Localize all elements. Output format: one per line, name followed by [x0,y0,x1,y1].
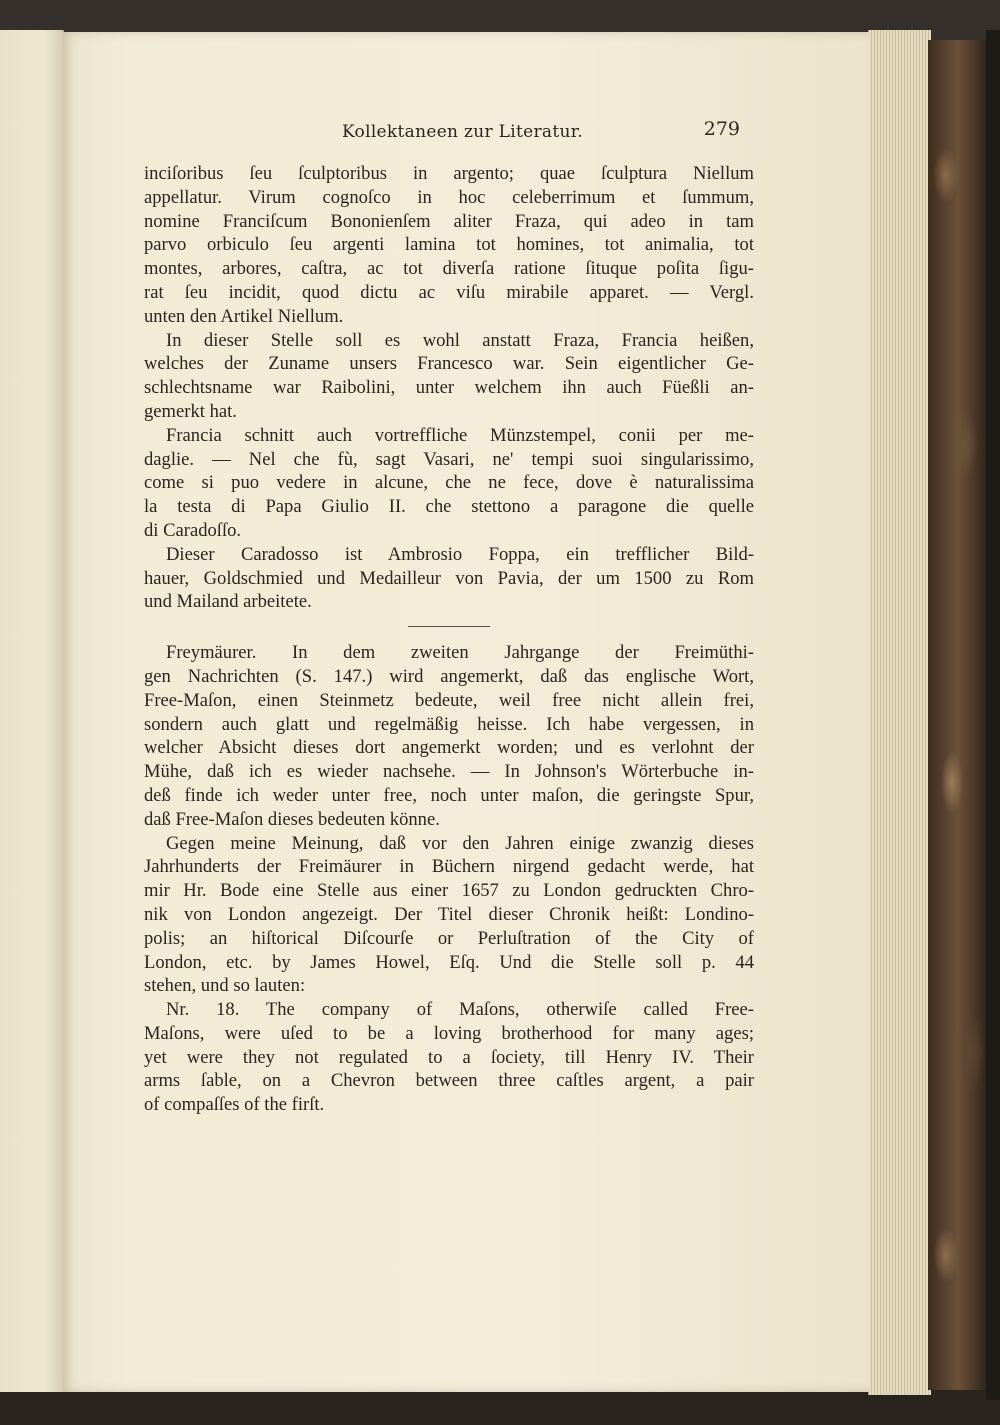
paragraph-fraza [144,329,754,424]
text-line: Francia schnitt auch vortreffliche Münzstempel, conii per me- [166,424,754,446]
text-line: In dieser Stelle soll es wohl anstatt Fraza, Francia heißen, [166,329,754,351]
paragraph-bode [144,832,754,999]
text-line: mir Hr. Bode eine Stelle aus einer 1657 zu London gedruckten Chro- [144,880,754,902]
text-line: gen Nachrichten (S. 147.) wird angemerkt, daß das englische Wort, [144,665,754,687]
text-line: daß Free-Maſon dieses bedeuten könne. [144,808,440,830]
text-line: di Caradoſſo. [144,519,242,541]
text-line: sondern auch glatt und regelmäßig heisse. Ich habe vergessen, in [144,713,754,735]
previous-page-edge [0,30,64,1392]
text-line: gemerkt hat. [144,400,237,422]
text-line: come si puo vedere in alcune, che ne fece, dove è naturalissima [144,472,754,494]
page-stack-edges [868,30,931,1395]
text-line: und Mailand arbeitete. [144,591,312,613]
text-line: rat ſeu incidit, quod dictu ac viſu mirabile apparet. — Vergl. [144,281,754,303]
text-line: Freymäurer. In dem zweiten Jahrgange der Freimüthi- [166,642,754,664]
paragraph-quote [144,998,754,1117]
text-line: Dieser Caradosso ist Ambrosio Foppa, ein trefflicher Bild- [166,543,754,565]
text-line: daglie. — Nel che fù, sagt Vasari, ne' tempi suoi singularissimo, [144,448,754,470]
text-line: Jahrhunderts der Freimäurer in Büchern nirgend gedacht werde, hat [144,856,754,878]
marbled-cover [928,40,988,1390]
text-line: la testa di Papa Giulio II. che stettono a paragone die quelle [144,496,754,518]
page-header [62,118,870,148]
text-line: welcher Absicht dieses dort angemerkt worden; und es verlohnt der [144,737,754,759]
text-line: parvo orbiculo ſeu argenti lamina tot homines, tot animalia, tot [144,234,754,256]
text-line: London, etc. by James Howel, Eſq. Und die Stelle soll p. 44 [144,951,754,973]
text-line: polis; an hiſtorical Diſcourſe or Perluſtration of the City of [144,927,754,949]
running-title: Kollektaneen zur Literatur. [342,122,583,142]
paragraph-caradosso [144,543,754,614]
page-number: 279 [703,118,740,140]
text-line: yet were they not regulated to a ſociety, till Henry IV. Their [144,1046,754,1068]
text-line: unten den Artikel Niellum. [144,305,344,327]
text-line: Maſons, were uſed to be a loving brotherhood for many ages; [144,1022,754,1044]
text-line: nik von London angezeigt. Der Titel dieser Chronik heißt: Londino- [144,903,754,925]
text-line: deß finde ich weder unter free, noch unter maſon, die geringste Spur, [144,784,754,806]
paragraph-freymaurer [144,641,754,831]
text-line: hauer, Goldschmied und Medailleur von Pavia, der um 1500 zu Rom [144,567,754,589]
text-line: of compaſſes of the firſt. [144,1094,325,1116]
text-line: welches der Zuname unsers Francesco war. Sein eigentlicher Ge- [144,353,754,375]
text-line: arms ſable, on a Chevron between three caſtles argent, a pair [144,1070,754,1092]
text-line: Mühe, daß ich es wieder nachsehe. — In Johnson's Wörterbuche in- [144,761,754,783]
text-line: Gegen meine Meinung, daß vor den Jahren einige zwanzig dieses [166,832,754,854]
text-line: Nr. 18. The company of Maſons, otherwiſe called Free- [166,999,754,1021]
text-line: Free-Maſon, einen Steinmetz bedeute, weil free nicht allein frei, [144,689,754,711]
paragraph-niellum [144,162,754,329]
book-page [62,32,870,1392]
paragraph-francia [144,424,754,543]
text-line: inciſoribus ſeu ſculptoribus in argento; quae ſculptura Niellum [144,163,754,184]
text-line: stehen, und so lauten: [144,975,306,997]
body-text [144,162,754,1117]
text-line: schlechtsname war Raibolini, unter welchem ihn auch Füeßli an- [144,377,754,399]
text-line: nomine Franciſcum Bononienſem aliter Fraza, qui adeo in tam [144,210,754,232]
text-line: appellatur. Virum cognoſco in hoc celeberrimum et ſummum, [144,186,754,208]
cover-edge [986,30,1000,1400]
section-rule [408,626,490,627]
text-line: montes, arbores, caſtra, ac tot diverſa ratione ſituque poſita ſigu- [144,258,754,280]
